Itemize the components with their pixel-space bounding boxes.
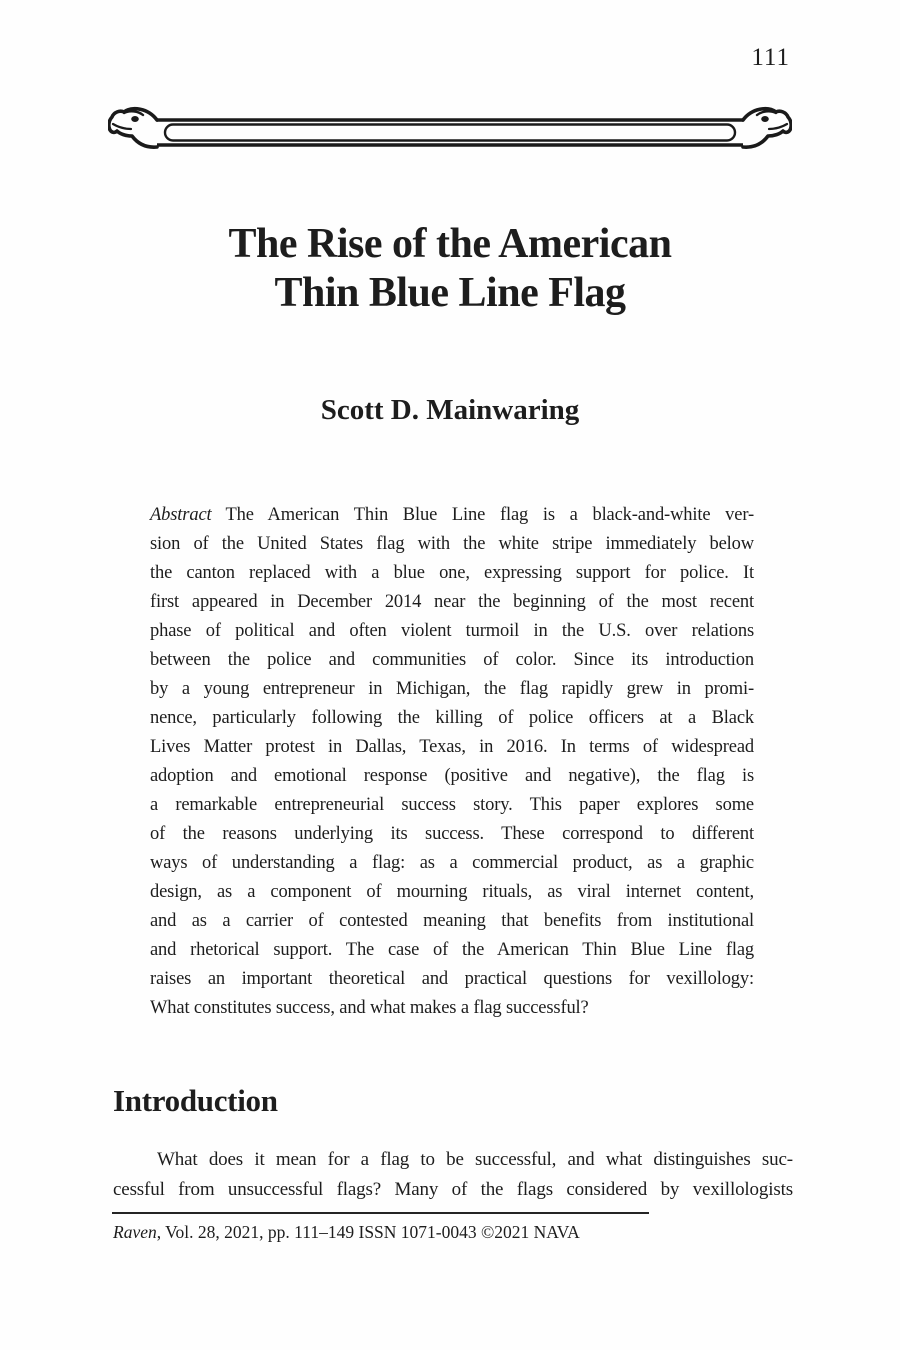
abstract-line: a remarkable entrepreneurial success story. This paper explores some [150,795,754,815]
footer-citation [113,1222,580,1243]
abstract-first-line [150,501,754,530]
article-title-line-2: Thin Blue Line Flag [274,270,626,316]
footnote-rule [112,1212,649,1214]
abstract-line: Lives Matter protest in Dallas, Texas, in 2016. In terms of widespread [150,737,754,757]
abstract-first-line-text: The American Thin Blue Line flag is a black-and-white ver- [225,505,754,525]
paragraph-line: What does it mean for a flag to be successful, and what distinguishes suc- [157,1149,793,1170]
abstract-line: phase of political and often violent turmoil in the U.S. over relations [150,621,754,641]
abstract-line: sion of the United States flag with the white stripe immediately below [150,534,754,554]
abstract-line: first appeared in December 2014 near the beginning of the most recent [150,592,754,612]
citation-text: , Vol. 28, 2021, pp. 111–149 ISSN 1071-0043 ©2021 NAVA [156,1222,580,1242]
abstract-line: by a young entrepreneur in Michigan, the flag rapidly grew in promi- [150,679,754,699]
abstract-line: between the police and communities of color. Since its introduction [150,650,754,670]
eagle-head-icon-right [743,109,791,147]
article-title-line-1: The Rise of the American [228,221,672,267]
eagle-rule-ornament [108,104,792,152]
abstract-line: ways of understanding a flag: as a commercial product, as a graphic [150,853,754,873]
journal-name: Raven [113,1222,157,1242]
abstract-label: Abstract [150,505,212,525]
abstract-line: design, as a component of mourning rituals, as viral internet content, [150,882,754,902]
abstract-line: raises an important theoretical and practical questions for vexillology: [150,969,754,989]
abstract-lines [150,530,754,994]
article-title [0,220,900,318]
abstract-line: of the reasons underlying its success. These correspond to different [150,824,754,844]
abstract-line: adoption and emotional response (positive and negative), the flag is [150,766,754,786]
author-name: Scott D. Mainwaring [320,394,580,426]
abstract-line: nence, particularly following the killing of police officers at a Black [150,708,754,728]
page-number: 111 [751,44,790,71]
introduction-paragraph [113,1145,793,1205]
eagle-rule-svg [108,104,792,152]
abstract-line: and rhetorical support. The case of the American Thin Blue Line flag [150,940,754,960]
abstract-last-line: What constitutes success, and what makes a flag successful? [150,998,589,1018]
abstract-block [150,501,754,1023]
paragraph-line: cessful from unsuccessful flags? Many of the flags considered by vexillologists [113,1179,793,1200]
section-heading-introduction: Introduction [113,1083,278,1118]
eagle-head-icon-left [109,109,157,147]
abstract-line: the canton replaced with a blue one, expressing support for police. It [150,563,754,583]
abstract-line: and as a carrier of contested meaning that benefits from institutional [150,911,754,931]
